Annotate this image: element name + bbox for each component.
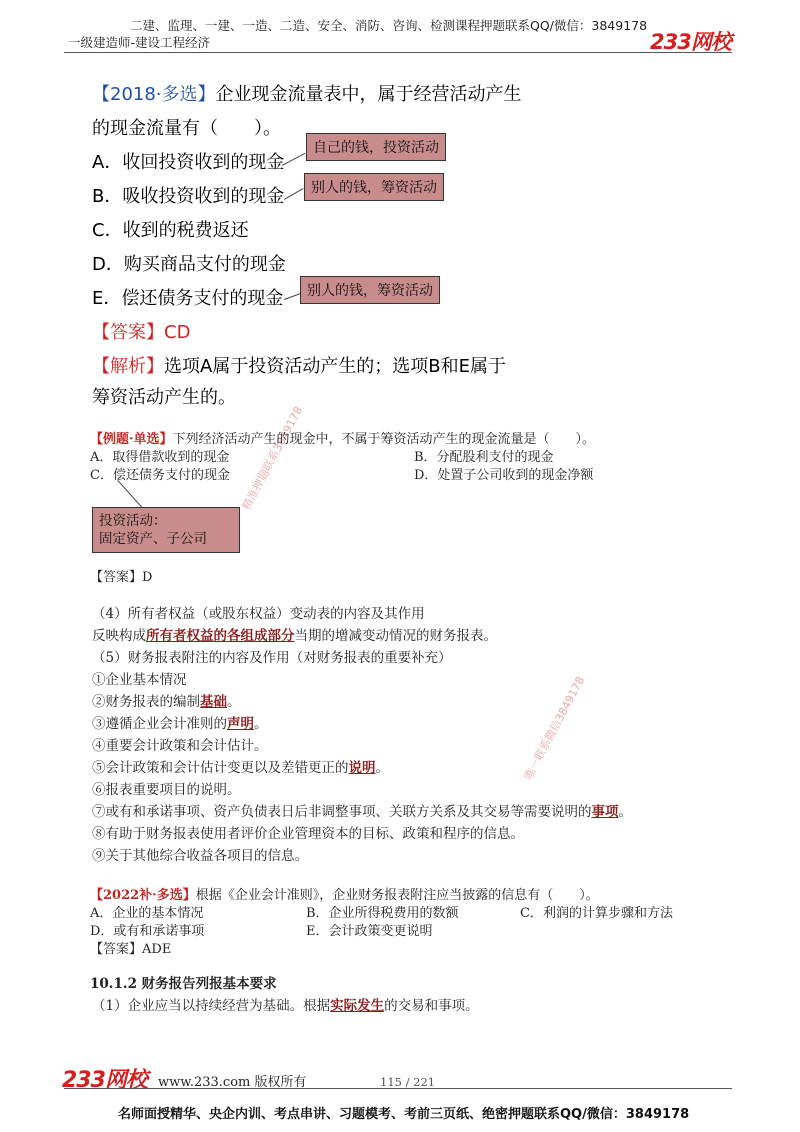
header-logo: 233网校 (650, 30, 731, 54)
text-segment: 反映构成 (92, 628, 146, 644)
footer-divider (64, 1088, 732, 1089)
q1-option-e: E．偿还债务支付的现金 (92, 288, 284, 309)
q3-stem (90, 884, 599, 903)
q1-analysis-text: 选项A属于投资活动产生的；选项B和E属于 (164, 356, 507, 377)
emphasis-text: 基础 (200, 694, 227, 710)
text-segment: ⑦或有和承诺事项、资产负债表日后非调整事项、关联方关系及其交易等需要说明的 (92, 804, 592, 820)
text-segment: ⑧有助于财务报表使用者评价企业管理资本的目标、政策和程序的信息。 (92, 826, 524, 842)
watermark: 精准押题联系3849178 (239, 404, 306, 513)
text-segment: ④重要会计政策和会计估计。 (92, 738, 268, 754)
section4-line (92, 624, 497, 644)
emphasis-text: 说明 (348, 760, 376, 776)
q3-stem-text: 根据《企业会计准则》，企业财务报表附注应当披露的信息有（ ）。 (195, 888, 599, 903)
footer-promo: 名师面授精华、央企内训、考点串讲、习题模考、考前三页纸、绝密押题联系QQ/微信：3849178 (118, 1107, 690, 1122)
q1-answer (92, 318, 190, 344)
q3-option-d: D．或有和承诺事项 (90, 924, 205, 939)
q2-option-c: C．偿还债务支付的现金 (90, 468, 230, 483)
section5-item (92, 756, 389, 776)
section5-item (92, 822, 524, 842)
footer-site: www.233.com 版权所有 (158, 1075, 307, 1090)
q1-tag: 【2018·多选】 (92, 84, 216, 105)
q1-stem-line1 (92, 80, 522, 106)
section5-item (92, 734, 268, 754)
emphasis-text: 实际发生 (330, 998, 385, 1014)
q2-stem (90, 428, 595, 447)
q1-option-a: A．收回投资收到的现金 (92, 152, 285, 173)
q2-tag: 【例题·单选】 (90, 432, 173, 447)
section5-item (92, 778, 241, 798)
q1-answer-tag: 【答案】 (92, 322, 164, 343)
page-number: 115 / 221 (380, 1075, 436, 1089)
note-line: 投资活动： (99, 513, 167, 529)
q2-stem-text: 下列经济活动产生的现金中，不属于筹资活动产生的现金流量是（ ）。 (172, 432, 596, 447)
note-financing-others-e: 别人的钱，筹资活动 (300, 276, 440, 304)
note-connector (284, 188, 304, 200)
section5-title: （5）财务报表附注的内容及作用（对财务报表的重要补充） (92, 650, 452, 666)
header-subject: 一级建造师-建设工程经济 (68, 35, 211, 50)
section5-item (92, 800, 632, 820)
section5-item (92, 690, 241, 710)
q1-option-c: C．收到的税费返还 (92, 220, 249, 241)
q2-option-a: A．取得借款收到的现金 (90, 450, 230, 465)
section5-item (92, 844, 308, 864)
note-line: 固定资产、子公司 (99, 531, 207, 547)
text-segment: ⑥报表重要项目的说明。 (92, 782, 241, 798)
q1-answer-value: CD (164, 322, 191, 343)
q3-option-c: C．利润的计算步骤和方法 (520, 906, 673, 921)
q1-stem-line2: 的现金流量有（ ）。 (92, 118, 281, 139)
text-segment: 当期的增减变动情况的财务报表。 (294, 628, 497, 644)
emphasis-text: 所有者权益的各组成部分 (146, 628, 295, 644)
emphasis-text: 事项 (591, 804, 619, 820)
q2-answer-tag: 【答案】 (90, 570, 143, 585)
text-segment: （1）企业应当以持续经营为基础。根据 (92, 998, 331, 1014)
text-segment: 。 (227, 694, 241, 710)
note-connector (282, 153, 305, 166)
q3-tag: 【2022补·多选】 (90, 888, 196, 903)
section-10-line (92, 994, 479, 1014)
q3-option-a: A．企业的基本情况 (90, 906, 204, 921)
section5-item (92, 668, 187, 688)
q2-answer (90, 566, 152, 585)
q3-answer (90, 938, 171, 957)
q1-analysis-tag: 【解析】 (92, 356, 164, 377)
text-segment: 。 (254, 716, 268, 732)
text-segment: 。 (375, 760, 389, 776)
watermark: 唯一联系微信3849178 (521, 674, 588, 783)
note-investing-activities (92, 507, 240, 553)
text-segment: 。 (618, 804, 632, 820)
emphasis-text: 声明 (227, 716, 254, 732)
note-financing-others-b: 别人的钱，筹资活动 (304, 173, 444, 201)
q2-answer-value: D (142, 570, 153, 585)
q1-option-d: D．购买商品支付的现金 (92, 254, 286, 275)
section5-item (92, 712, 268, 732)
q1-stem-text: 企业现金流量表中，属于经营活动产生 (215, 84, 522, 105)
text-segment: ⑨关于其他综合收益各项目的信息。 (92, 848, 308, 864)
section4-title: （4）所有者权益（或股东权益）变动表的内容及其作用 (92, 606, 425, 622)
q1-analysis-line2: 筹资活动产生的。 (92, 387, 236, 408)
section-10-heading: 10.1.2 财务报告列报基本要求 (90, 976, 277, 992)
q2-option-d: D．处置子公司收到的现金净额 (414, 468, 594, 483)
q3-answer-tag: 【答案】 (90, 942, 143, 957)
q2-option-b: B．分配股利支付的现金 (414, 450, 554, 465)
text-segment: 的交易和事项。 (384, 998, 479, 1014)
text-segment: ③遵循企业会计准则的 (92, 716, 227, 732)
header-divider (64, 52, 732, 53)
q1-option-b: B．吸收投资收到的现金 (92, 186, 285, 207)
text-segment: ①企业基本情况 (92, 672, 187, 688)
note-investing-own: 自己的钱，投资活动 (306, 133, 446, 161)
q1-analysis-line1 (92, 352, 506, 378)
text-segment: ⑤会计政策和会计估计变更以及差错更正的 (92, 760, 349, 776)
q3-answer-value: ADE (142, 942, 172, 957)
header-top-line: 二建、监理、一建、一造、二造、安全、消防、咨询、检测课程押题联系QQ/微信：3849178 (130, 18, 648, 33)
q3-option-b: B．企业所得税费用的数额 (306, 906, 459, 921)
q3-option-e: E．会计政策变更说明 (306, 924, 433, 939)
footer-logo: 233网校 (62, 1068, 147, 1093)
text-segment: ②财务报表的编制 (92, 694, 200, 710)
